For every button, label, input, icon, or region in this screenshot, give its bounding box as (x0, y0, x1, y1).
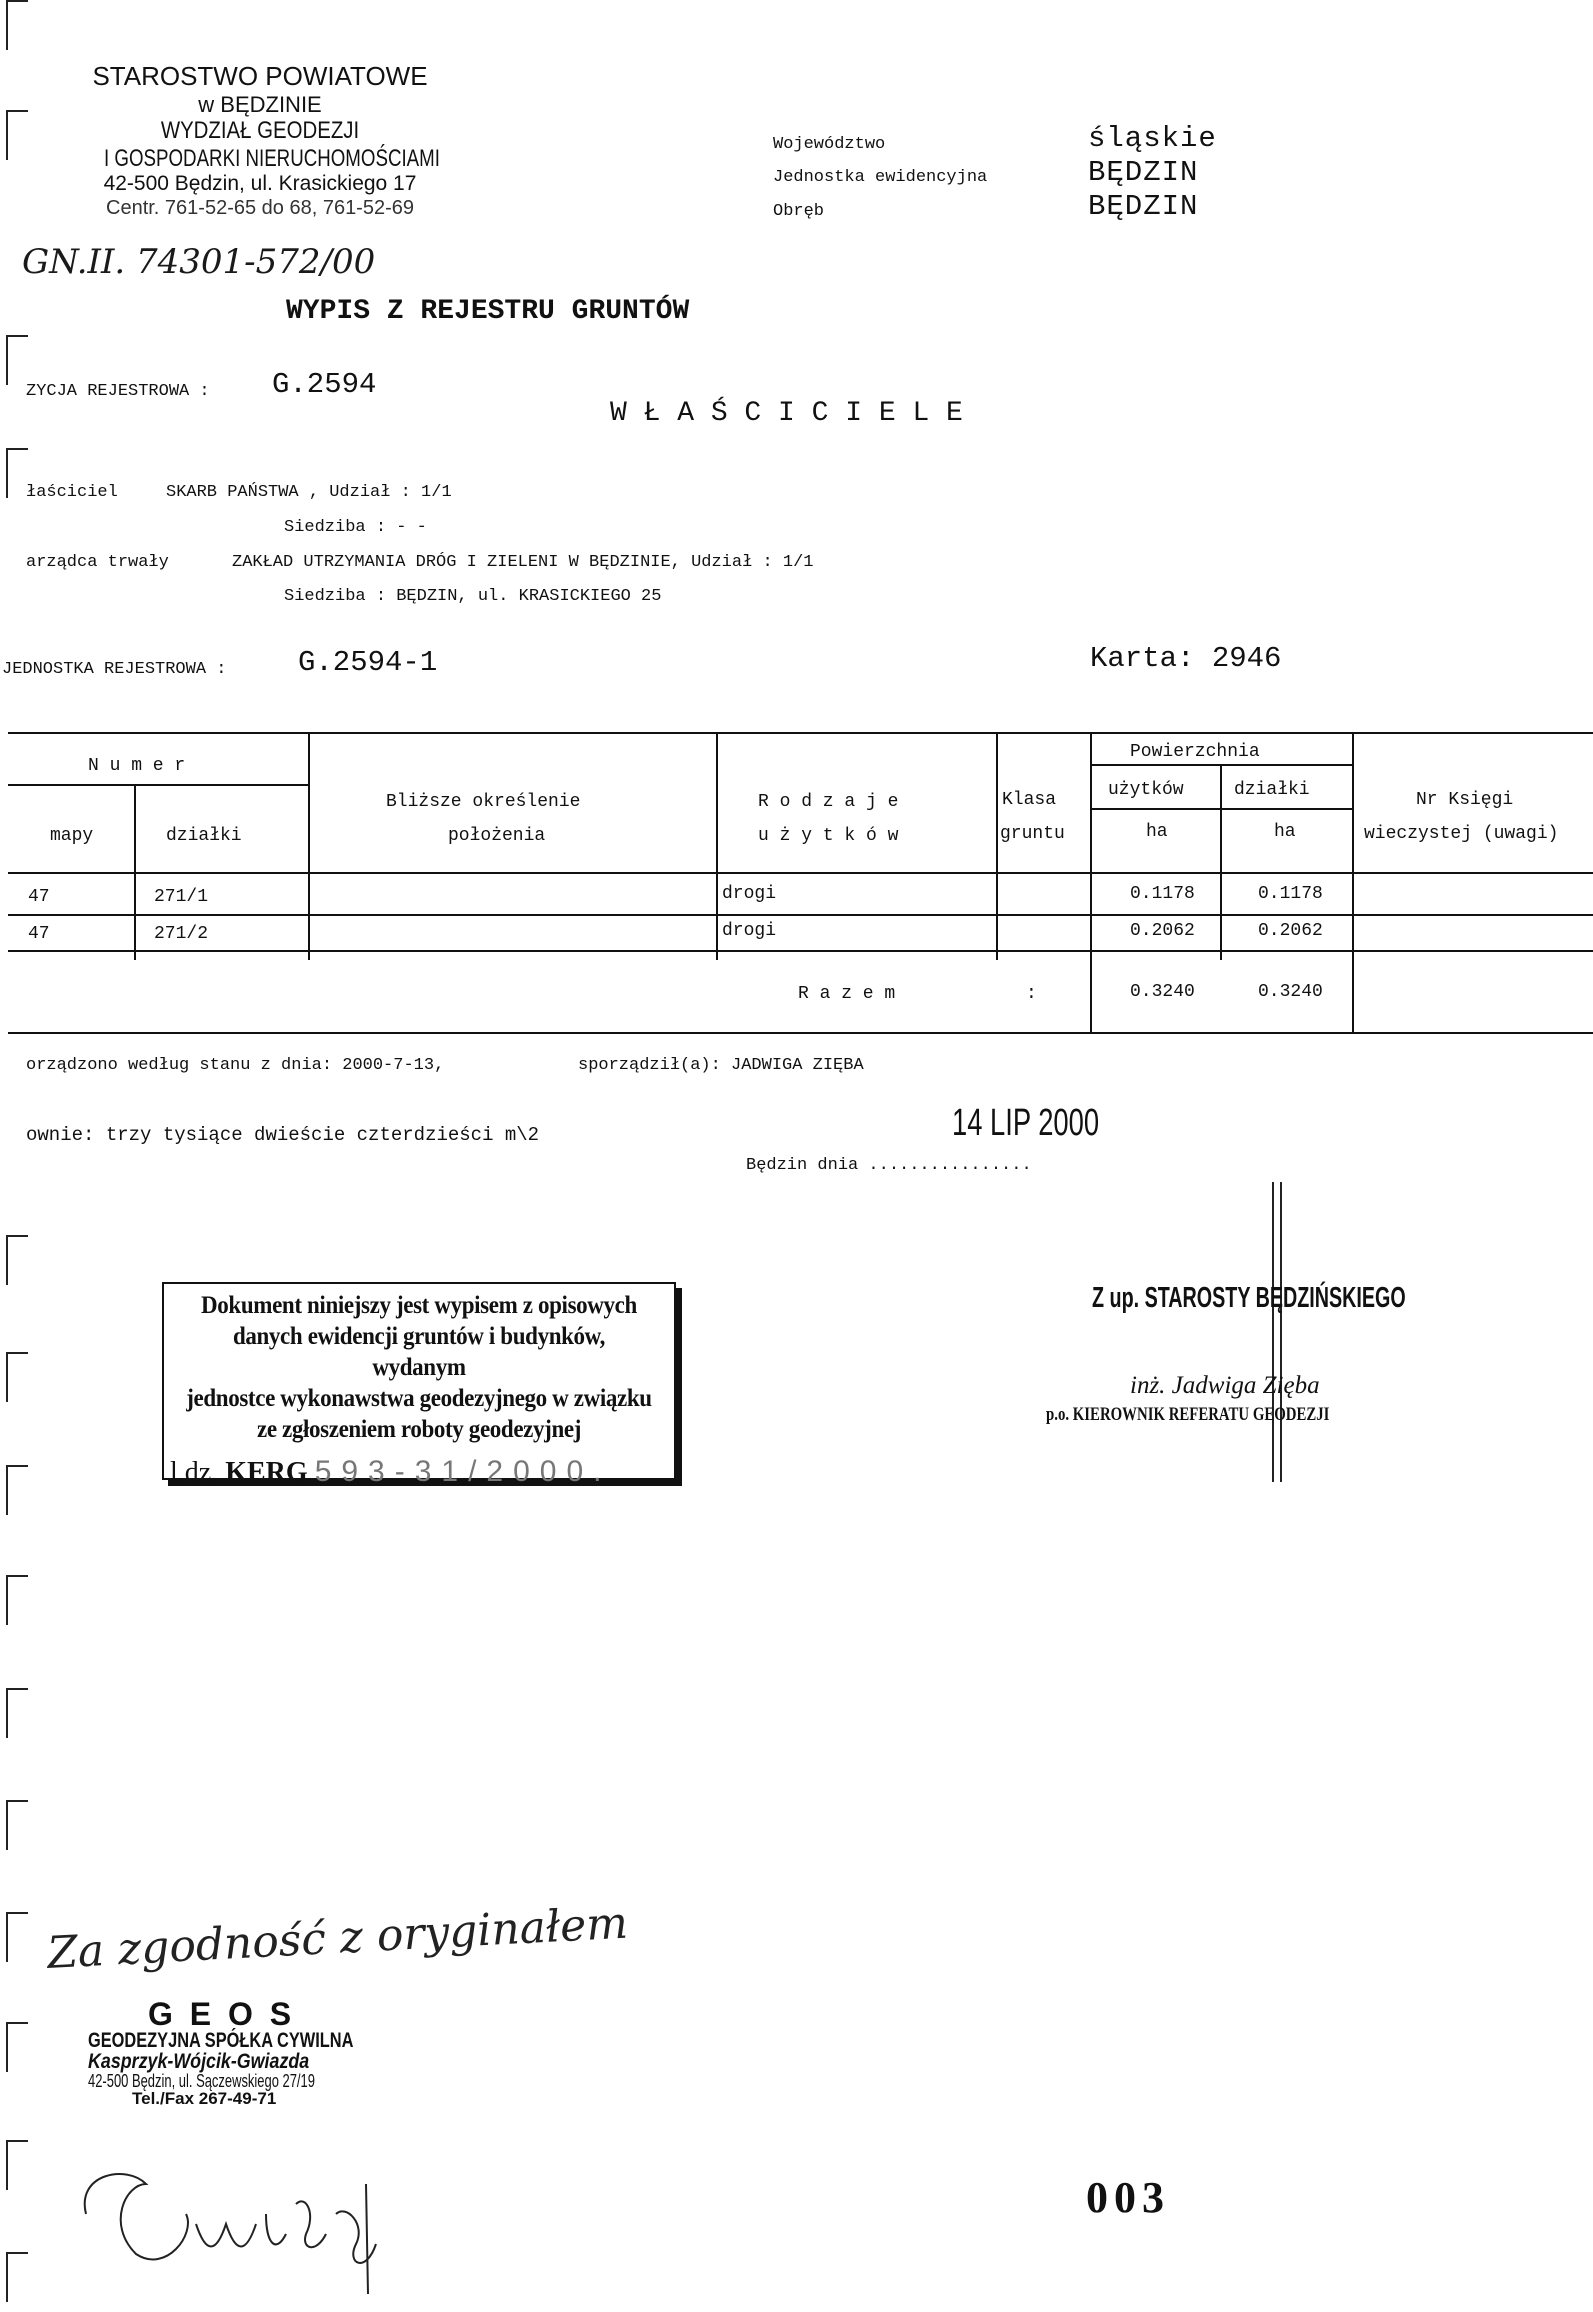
row-1-uzytek: drogi (722, 884, 777, 904)
voivodeship-label: Województwo (773, 135, 886, 154)
header-wieczystej: wieczystej (uwagi) (1364, 824, 1559, 844)
voivodeship-value: śląskie (1088, 122, 1217, 155)
header-polozenia: położenia (448, 826, 546, 846)
margin-mark (6, 2140, 28, 2190)
row-2-dzialka: 271/2 (154, 924, 209, 944)
signature-stroke (1272, 1182, 1282, 1482)
row-2-pow-uzytkow: 0.2062 (1130, 921, 1195, 941)
owner-seat: Siedziba : - - (284, 518, 427, 537)
total-label: R a z e m (798, 984, 896, 1004)
notice-kerg: KERG (225, 1457, 308, 1488)
notice-line-1: Dokument niniejszy jest wypisem z opisowych (201, 1292, 637, 1319)
margin-mark (6, 110, 28, 160)
city-date: Będzin dnia ................ (746, 1156, 1032, 1175)
register-unit-value: G.2594-1 (298, 646, 438, 679)
precinct-value: BĘDZIN (1088, 190, 1199, 223)
notice-line-2: danych ewidencji gruntów i budynków, wydanym (232, 1323, 606, 1381)
register-position-label: ZYCJA REJESTROWA : (26, 382, 210, 401)
margin-mark (6, 1465, 28, 1515)
company-line-1: G E O S (148, 1996, 296, 2032)
header-nr-ksiegi: Nr Księgi (1416, 790, 1514, 810)
signature-line-3: p.o. KIEROWNIK REFERATU GEODEZJI (1046, 1404, 1330, 1425)
total-colon: : (1026, 984, 1037, 1004)
company-line-4: 42-500 Będzin, ul. Sączewskiego 27/19 (88, 2071, 315, 2091)
header-ha-2: ha (1274, 822, 1296, 842)
header-dzialki: działki (166, 826, 242, 846)
register-position-value: G.2594 (272, 368, 377, 401)
row-1-pow-uzytkow: 0.1178 (1130, 884, 1195, 904)
register-unit-label: JEDNOSTKA REJESTROWA : (2, 660, 227, 679)
header-uzytkow: u ż y t k ó w (758, 826, 899, 846)
margin-mark (6, 2022, 28, 2072)
page-number: 003 (1086, 2173, 1170, 2222)
header-klasa: Klasa (1002, 790, 1057, 810)
total-uzytkow: 0.3240 (1130, 982, 1195, 1002)
margin-mark (6, 1575, 28, 1625)
office-line-6: Centr. 761-52-65 do 68, 761-52-69 (106, 196, 414, 219)
office-line-3: WYDZIAŁ GEODEZJI (160, 117, 360, 145)
row-1-dzialka: 271/1 (154, 887, 209, 907)
company-stamp (88, 1998, 408, 2107)
header-blizsze: Bliższe określenie (386, 792, 581, 812)
company-line-5: Tel./Fax 267-49-71 (132, 2089, 277, 2108)
case-number: GN.II. 74301-572/00 (22, 242, 376, 282)
header-mapy: mapy (50, 826, 94, 846)
prepared-line: orządzono według stanu z dnia: 2000-7-13, (26, 1056, 445, 1075)
header-rodzaje: R o d z a j e (758, 792, 899, 812)
header-numer: N u m e r (88, 756, 186, 776)
notice-line-3: jednostce wykonawstwa geodezyjnego w związku (186, 1385, 652, 1412)
unit-label: Jednostka ewidencyjna (773, 168, 988, 187)
row-1-pow-dzialki: 0.1178 (1258, 884, 1323, 904)
header-gruntu: gruntu (1000, 824, 1065, 844)
manager-label: arządca trwały (26, 553, 169, 572)
precinct-label: Obręb (773, 202, 825, 221)
margin-mark (6, 1688, 28, 1738)
total-dzialki: 0.3240 (1258, 982, 1323, 1002)
notice-ldz-number: 593-31/2000. (314, 1455, 612, 1488)
manager-seat: Siedziba : BĘDZIN, ul. KRASICKIEGO 25 (284, 587, 662, 606)
notice-ldz-label: l.dz. (170, 1457, 219, 1488)
office-line-1: STAROSTWO POWIATOWE (92, 61, 428, 91)
prepared-by: sporządził(a): JADWIGA ZIĘBA (578, 1056, 864, 1075)
row-1-mapa: 47 (28, 887, 50, 907)
header-pow-uzytkow: użytków (1108, 780, 1184, 800)
office-line-2: w BĘDZINIE (198, 91, 322, 117)
company-line-2: GEODEZYJNA SPÓŁKA CYWILNA (88, 2029, 354, 2052)
header-powierzchnia: Powierzchnia (1130, 742, 1260, 762)
margin-mark (6, 1800, 28, 1850)
company-line-3: Kasprzyk-Wójcik-Gwiazda (88, 2050, 310, 2073)
owner-name: SKARB PAŃSTWA , Udział : 1/1 (166, 483, 452, 502)
unit-value: BĘDZIN (1088, 156, 1199, 189)
margin-mark (6, 2252, 28, 2302)
margin-mark (6, 1235, 28, 1285)
header-ha-1: ha (1146, 822, 1168, 842)
card-number: Karta: 2946 (1090, 642, 1282, 675)
row-2-pow-dzialki: 0.2062 (1258, 921, 1323, 941)
header-pow-dzialki: działki (1234, 780, 1310, 800)
margin-mark (6, 0, 28, 50)
margin-mark (6, 448, 28, 498)
document-title: WYPIS Z REJESTRU GRUNTÓW (286, 296, 690, 327)
date-stamp: 14 LIP 2000 (952, 1102, 1100, 1144)
area-in-words: ownie: trzy tysiące dwieście czterdzieści m\2 (26, 1124, 540, 1146)
land-register-table (8, 732, 1593, 1032)
owner-label: łaściciel (26, 483, 118, 502)
handwritten-signature-graphic (66, 2144, 396, 2294)
row-2-uzytek: drogi (722, 921, 777, 941)
office-line-5: 42-500 Będzin, ul. Krasickiego 17 (103, 172, 417, 196)
notice-stamp (162, 1282, 676, 1488)
margin-mark (6, 1352, 28, 1402)
office-header-stamp (60, 62, 460, 220)
row-2-mapa: 47 (28, 924, 50, 944)
handwritten-certification: Za zgodność z oryginałem (46, 1897, 630, 1979)
office-line-4: I GOSPODARKI NIERUCHOMOŚCIAMI (104, 144, 440, 172)
owners-heading: W Ł A Ś C I C I E L E (610, 398, 963, 429)
margin-mark (6, 1912, 28, 1962)
manager-name: ZAKŁAD UTRZYMANIA DRÓG I ZIELENI W BĘDZINIE, Udział : 1/1 (232, 553, 814, 572)
signature-line-2: inż. Jadwiga Zięba (1130, 1372, 1320, 1399)
margin-mark (6, 335, 28, 385)
notice-line-4: ze zgłoszeniem roboty geodezyjnej (256, 1416, 582, 1443)
signature-line-1: Z up. STAROSTY BĘDZIŃSKIEGO (1092, 1282, 1406, 1314)
